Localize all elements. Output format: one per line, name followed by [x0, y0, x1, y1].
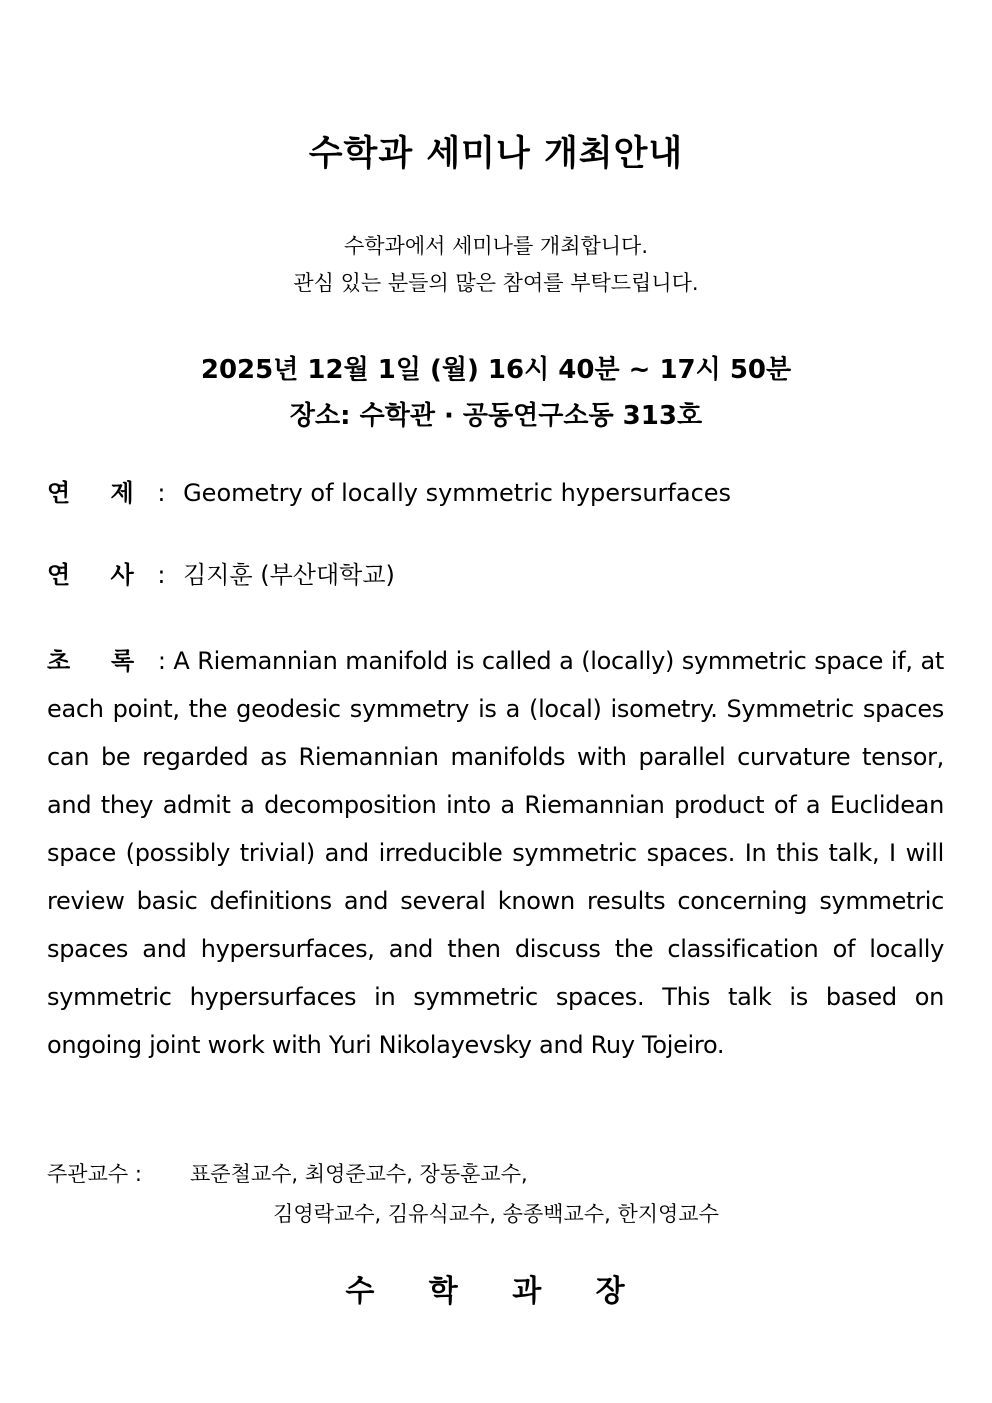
- speaker-value: 김지훈 (부산대학교): [183, 561, 395, 589]
- seminar-place: 장소: 수학관 · 공동연구소동 313호: [289, 401, 703, 431]
- topic-colon: :: [149, 479, 174, 507]
- organizers-label: 주관교수 :: [47, 1162, 142, 1186]
- organizers-line-2: 김영락교수, 김유식교수, 송종백교수, 한지영교수: [273, 1202, 719, 1226]
- signature: 수 학 과 장: [345, 1274, 647, 1309]
- abstract-text: A Riemannian manifold is called a (locally) symmetric space if, at each point, the geodesic symmetry is a (local) isometry. Symmetric spaces can be regarded as Riemannian manifolds with parallel curvature tensor, and they admit a decomposition into a Riemannian product of a Euclidean space (possibly trivial) and irreducible symmetric spaces. In this talk, I will review basic definitions and several known results concerning symmetric spaces and hypersurfaces, and then discuss the classification of locally symmetric hypersurfaces in symmetric spaces. This talk is based on ongoing joint work with Yuri Nikolayevsky and Ruy Tojeiro.: [47, 647, 944, 1059]
- intro-line-1: 수학과에서 세미나를 개최합니다.: [343, 234, 649, 258]
- page-title: 수학과 세미나 개최안내: [308, 134, 684, 174]
- abstract-colon: :: [150, 647, 174, 675]
- seminar-datetime: 2025년 12월 1일 (월) 16시 40분 ~ 17시 50분: [200, 355, 792, 385]
- organizers-line-1: 표준철교수, 최영준교수, 장동훈교수,: [190, 1162, 528, 1186]
- topic-row: [47, 473, 945, 508]
- abstract-label: 초 록: [47, 647, 151, 675]
- abstract-paragraph: [47, 637, 944, 1069]
- intro-line-2: 관심 있는 분들의 많은 참여를 부탁드립니다.: [293, 271, 699, 295]
- topic-label: 연 제: [47, 479, 150, 507]
- speaker-row: [47, 555, 945, 590]
- topic-value: Geometry of locally symmetric hypersurfaces: [183, 479, 732, 507]
- speaker-label: 연 사: [47, 561, 150, 589]
- organizers-row: [47, 1158, 945, 1188]
- speaker-colon: :: [149, 561, 174, 589]
